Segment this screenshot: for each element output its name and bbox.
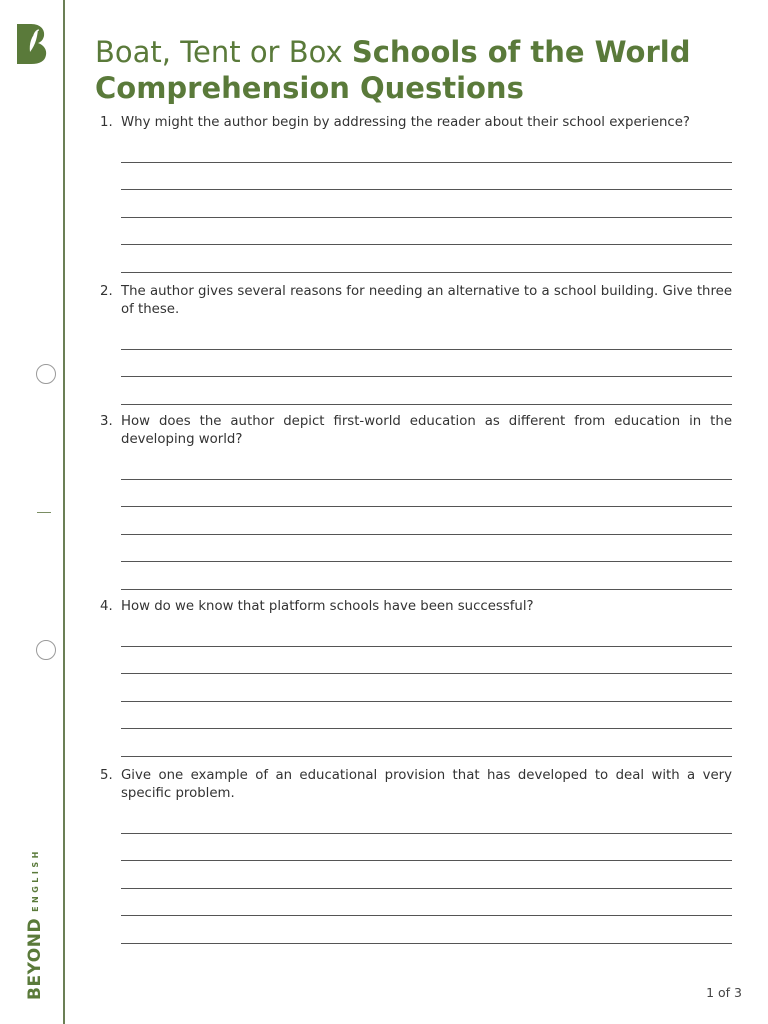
page-title <box>95 34 735 106</box>
brand-logotype <box>25 842 45 1000</box>
answer-line[interactable] <box>121 350 732 378</box>
question-text: The author gives several reasons for needing an alternative to a school building. Give three of these. <box>121 284 732 317</box>
answer-line[interactable] <box>121 619 732 647</box>
answer-line[interactable] <box>121 806 732 834</box>
question-number: 2. <box>100 284 113 299</box>
answer-lines <box>121 135 732 273</box>
question-text: How does the author depict first-world education as different from education in the developing world? <box>121 414 732 447</box>
punch-hole-top <box>36 364 56 384</box>
answer-line[interactable] <box>121 674 732 702</box>
answer-line[interactable] <box>121 507 732 535</box>
question-text: How do we know that platform schools have been successful? <box>121 599 534 614</box>
question-1 <box>100 114 732 273</box>
page-number: 1 of 3 <box>706 985 742 1000</box>
brand-sub: ENGLISH <box>30 848 40 912</box>
answer-lines <box>121 806 732 944</box>
answer-line[interactable] <box>121 647 732 675</box>
answer-line[interactable] <box>121 245 732 273</box>
question-number: 4. <box>100 599 113 614</box>
answer-line[interactable] <box>121 218 732 246</box>
punch-hole-bottom <box>36 640 56 660</box>
title-bold-line2: Comprehension Questions <box>95 71 524 105</box>
answer-line[interactable] <box>121 562 732 590</box>
beyond-logo-icon <box>14 22 50 64</box>
answer-line[interactable] <box>121 861 732 889</box>
margin-rule <box>63 0 65 1024</box>
answer-line[interactable] <box>121 889 732 917</box>
answer-lines <box>121 322 732 405</box>
answer-lines <box>121 619 732 757</box>
question-number: 5. <box>100 768 113 783</box>
answer-line[interactable] <box>121 480 732 508</box>
answer-line[interactable] <box>121 916 732 944</box>
answer-line[interactable] <box>121 452 732 480</box>
answer-line[interactable] <box>121 322 732 350</box>
question-4 <box>100 598 732 757</box>
answer-line[interactable] <box>121 163 732 191</box>
answer-line[interactable] <box>121 729 732 757</box>
title-bold-line1: Schools of the World <box>351 35 691 69</box>
answer-line[interactable] <box>121 377 732 405</box>
title-light: Boat, Tent or Box <box>95 35 343 69</box>
question-2 <box>100 283 732 405</box>
question-number: 3. <box>100 414 113 429</box>
answer-line[interactable] <box>121 834 732 862</box>
answer-lines <box>121 452 732 590</box>
brand-name: BEYOND <box>25 917 45 1000</box>
question-5 <box>100 767 732 944</box>
answer-line[interactable] <box>121 535 732 563</box>
answer-line[interactable] <box>121 135 732 163</box>
question-3 <box>100 413 732 590</box>
question-text: Give one example of an educational provision that has developed to deal with a very specific problem. <box>121 768 732 801</box>
question-number: 1. <box>100 115 113 130</box>
answer-line[interactable] <box>121 702 732 730</box>
answer-line[interactable] <box>121 190 732 218</box>
fold-mark <box>37 512 51 513</box>
question-text: Why might the author begin by addressing the reader about their school experience? <box>121 115 690 130</box>
